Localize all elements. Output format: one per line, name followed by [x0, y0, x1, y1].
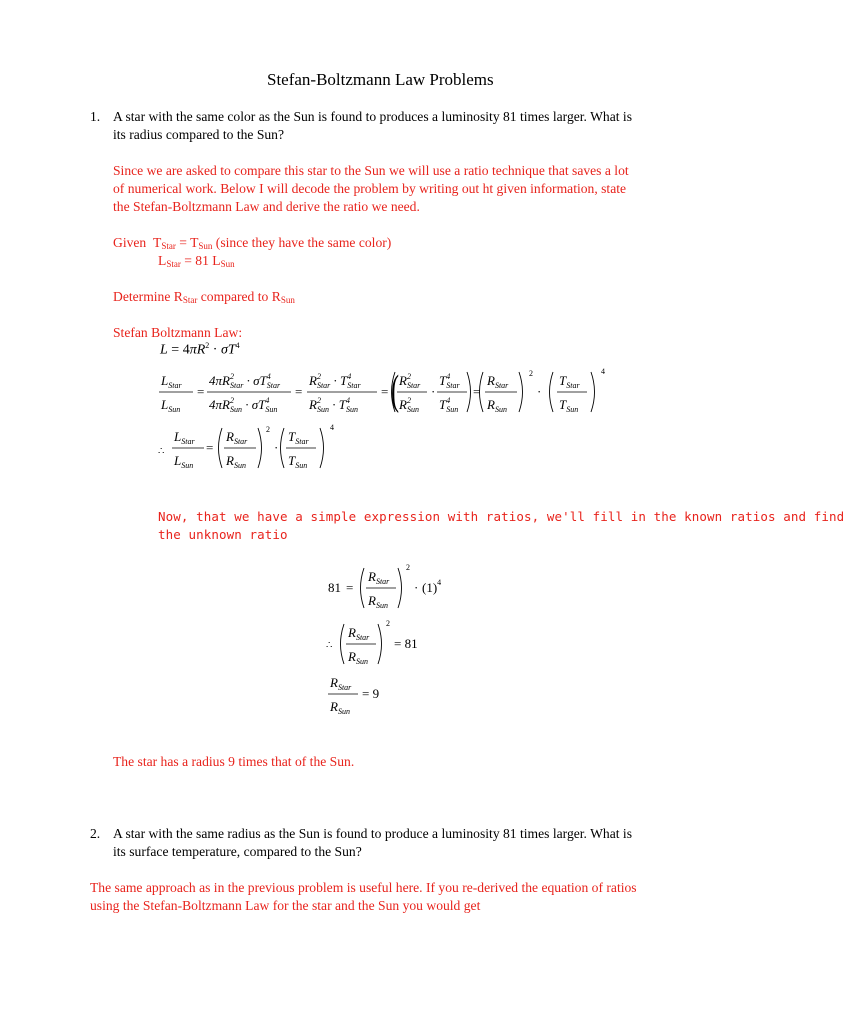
svg-text:T4Sun: $T^4$ Sun [439, 396, 459, 414]
svg-text:RStar: $R_{Star}$ [348, 625, 370, 642]
svg-text:(1)4: $(1)^4$ [422, 578, 442, 595]
problem-1-number: 1. [90, 109, 101, 124]
handwritten-note-line-2: the unknown ratio [158, 527, 288, 542]
svg-text:RSun: $R_{Sun}$ [330, 699, 350, 716]
svg-text:= 81: = 81 [394, 636, 418, 651]
svg-text:∴: ∴ [326, 640, 333, 651]
problem-2-explanation-line-2: using the Stefan-Boltzmann Law for the star and the Sun you would get [90, 898, 481, 913]
svg-text:=: = [197, 384, 205, 399]
problem-1-explanation-line-2: of numerical work. Below I will decode the problem by writing out ht given information, state [113, 181, 627, 196]
svg-text:·: · [414, 580, 419, 595]
svg-text:LStar: $L_{Star}$ [161, 373, 182, 390]
problem-1-question-line-1: A star with the same color as the Sun is found to produces a luminosity 81 times larger. What is [113, 109, 633, 124]
svg-text:TSun: $T_{Sun}$ [288, 453, 308, 470]
svg-text:2: 2 [266, 425, 270, 434]
svg-text:∴: ∴ [158, 446, 165, 457]
svg-text:4: 4 [330, 423, 334, 432]
problem-2-explanation-line-1: The same approach as in the previous problem is useful here. If you re-derived the equation of ratios [90, 880, 637, 895]
radius-ratio-result [328, 672, 398, 718]
svg-text:=: = [295, 384, 303, 399]
svg-text:=: = [381, 384, 389, 399]
svg-text:=: = [473, 384, 481, 399]
page-title: Stefan-Boltzmann Law Problems [267, 70, 494, 89]
svg-text:RSun: $R_{Sun}$ [226, 453, 246, 470]
problem-1-conclusion: The star has a radius 9 times that of the Sun. [113, 754, 355, 769]
given-line-1: Given $T_{Star} = T_{Sun}$ (since they have the same color) [113, 235, 392, 251]
law-label: Stefan Boltzmann Law: [113, 325, 243, 340]
svg-text:2: 2 [386, 619, 390, 628]
svg-text:R2Star: $R^2$ Star [399, 372, 421, 390]
svg-text:=: = [346, 580, 354, 595]
svg-text:RSun: $R_{Sun}$ [487, 397, 507, 414]
svg-text:(: ( [391, 368, 399, 414]
svg-text:81: 81 [328, 580, 341, 595]
problem-2-question-line-1: A star with the same radius as the Sun is found to produce a luminosity 81 times larger. What is [113, 826, 633, 841]
problem-2-question-line-2: its surface temperature, compared to the Sun? [113, 844, 362, 859]
problem-1-explanation-line-3: the Stefan-Boltzmann Law and derive the ratio we need. [113, 199, 420, 214]
problem-1-explanation-line-1: Since we are asked to compare this star to the Sun we will use a ratio technique that saves a lot [113, 163, 629, 178]
svg-text:RStar: $R_{Star}$ [330, 675, 352, 692]
svg-text:=: = [206, 440, 214, 455]
svg-text:LSun: $L_{Sun}$ [174, 453, 194, 470]
svg-text:RStar: $R_{Star}$ [487, 373, 509, 390]
ratio-result-equation [158, 424, 348, 474]
svg-text:RStar: $R_{Star}$ [226, 429, 248, 446]
svg-text:4πR2Sun · σT4Sun: $4\pi R^2$ Sun · $\sigma T^4$ Sun [209, 396, 278, 414]
svg-text:LStar: $L_{Star}$ [174, 429, 195, 446]
problem-1-question-line-2: its radius compared to the Sun? [113, 127, 285, 142]
svg-text:2: 2 [529, 369, 533, 378]
problem-2-number: 2. [90, 826, 101, 841]
svg-text:4πR2Star · σT4Star: $4\pi R^2$ Star · $\sigma T^4$ Star [209, 372, 281, 390]
svg-text:·: · [431, 384, 436, 399]
svg-text:= 9: = 9 [362, 686, 380, 701]
svg-text:TSun: $T_{Sun}$ [559, 397, 579, 414]
determine-line: Determine $R_{Star}$ compared to $R_{Sun}$ [113, 289, 295, 305]
ratio-derivation-equation [155, 368, 625, 418]
svg-text:R2Sun: $R^2$ Sun [399, 396, 419, 414]
svg-text:·: · [274, 440, 279, 455]
svg-text:TStar: $T_{Star}$ [288, 429, 309, 446]
stefan-boltzmann-equation: $L = 4\pi R^2 \cdot \sigma T^4$ [160, 341, 240, 358]
svg-text:2: 2 [406, 563, 410, 572]
given-line-2: $L_{Star} = 81$ $L_{Sun}$ [158, 253, 235, 269]
svg-text:4: 4 [601, 367, 605, 376]
substitution-equation [326, 562, 466, 612]
svg-text:R2Star · T4Star: $R^2$ Star · $T^4$ Star [309, 372, 361, 390]
svg-text:LSun: $L_{Sun}$ [161, 397, 181, 414]
squared-ratio-equation [326, 618, 436, 668]
handwritten-note-line-1: Now, that we have a simple expression with ratios, we'll fill in the known ratios and find [158, 509, 844, 524]
svg-text:·: · [537, 384, 542, 399]
svg-text:R2Sun · T4Sun: $R^2$ Sun · $T^4$ Sun [309, 396, 358, 414]
svg-text:RSun: $R_{Sun}$ [368, 593, 388, 610]
svg-text:RSun: $R_{Sun}$ [348, 649, 368, 666]
svg-text:T4Star: $T^4$ Star [439, 372, 460, 390]
svg-text:TStar: $T_{Star}$ [559, 373, 580, 390]
svg-text:RStar: $R_{Star}$ [368, 569, 390, 586]
